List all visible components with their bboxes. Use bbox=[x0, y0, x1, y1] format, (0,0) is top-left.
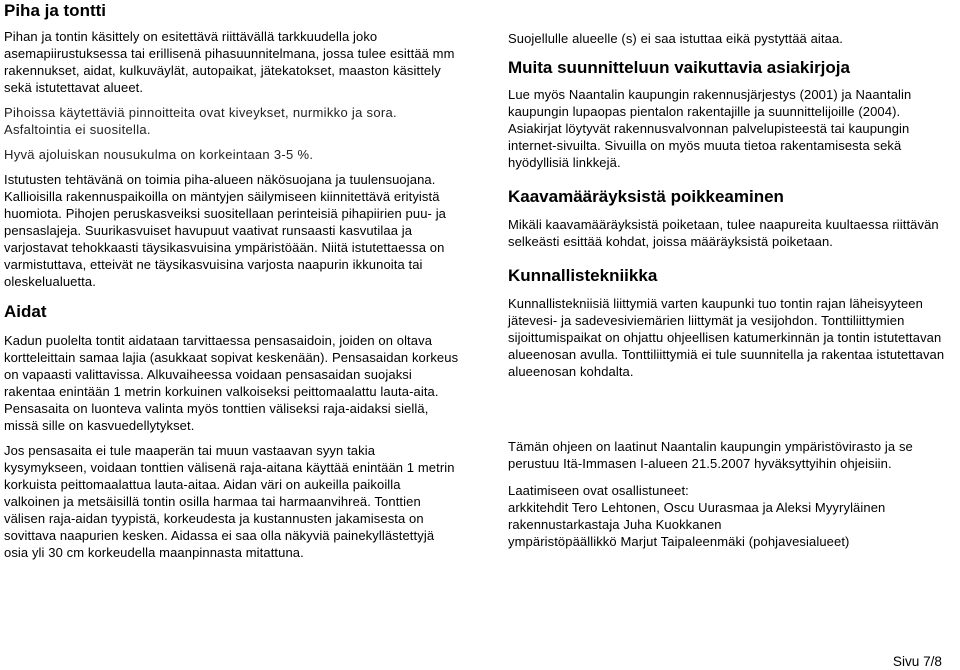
paragraph-pinnoitteet: Pihoissa käytettäviä pinnoitteita ovat kiveykset, nurmikko ja sora. Asfaltointia ei suositella. bbox=[4, 105, 397, 137]
paragraph-asiakirjat: Lue myös Naantalin kaupungin rakennusjärjestys (2001) ja Naantalin kaupungin lupaopas pientalon rakentajille ja suunnittelijoille (2004). Asiakirjat löytyvät rakennusvalvonnan palvelupisteestä tai kaupungin internet-sivuilta. Sivuilla on myös muuta tietoa rakentamisesta sekä hyödyllisiä linkkejä. bbox=[508, 87, 912, 170]
page-number: Sivu 7/8 bbox=[892, 654, 942, 669]
paragraph-istutukset: Istutusten tehtävänä on toimia piha-alueen näkösuojana ja tuulensuojana. Kallioisilla rakennuspaikoilla on mäntyjen säilymiseen kiinnitettävä erityistä huomiota. Pihojen peruskasveiksi suositellaan perinteisiä pihapiirien puu- ja pensaslajeja. Suurikasvuiset havupuut vaativat runsaasti kasvutilaa ja varjostavat tehokkaasti täysikasvuisina ympäristöään. Niitä istutettaessa on varmistuttava, etteivät ne täysikasvuisina varjosta naapurin ikkunoita tai oleskelualuetta. bbox=[4, 172, 447, 289]
paragraph-suojeltu-alue: Suojellulle alueelle (s) ei saa istuttaa eikä pystyttää aitaa. bbox=[508, 31, 843, 46]
paragraph-kunnallistekniikka: Kunnallistekniisiä liittymiä varten kaupunki tuo tontin rajan läheisyyteen jätevesi- ja sadevesiviemärien liittymät ja vesijohdon. Tonttiliittymien sijoittumispaikat on ohjattu ohjeellisen katumerkinnän ja tontin istutettavan alueenosan avulla. Tonttiliittymiä ei tule suunnitella ja rakentaa istutettavan alueenosan kohdalta. bbox=[508, 296, 945, 379]
section-title-muut-asiakirjat: Muita suunnitteluun vaikuttavia asiakirjoja bbox=[508, 58, 850, 77]
section-title-piha-ja-tontti: Piha ja tontti bbox=[4, 1, 106, 20]
left-column bbox=[4, 0, 459, 561]
paragraph-pensasaidat: Kadun puolelta tontit aidataan tarvittaessa pensasaidoin, joiden on oltava kortteleittain samaa lajia (asukkaat sopivat keskenään). Pensasaidan korkeus on vapaasti valittavissa. Alkuvaiheessa voidaan pensasaidan suojaksi rakentaa enintään 1 metrin korkuinen valkoiseksi peittomaalattu lauta-aita. Pensasaita on luonteva valinta myös tonttien väliseksi raja-aidaksi siellä, missä sille on kasvuedellytykset. bbox=[4, 333, 459, 433]
right-column bbox=[508, 30, 956, 550]
paragraph-lauta-aita: Jos pensasaita ei tule maaperän tai muun vastaavan syyn takia kysymykseen, voidaan tonttien välisenä raja-aitana käyttää enintään 1 metrin korkuista peittomaalattua lauta-aitaa. Aidan väri on aukeilla paikoilla valkoinen ja metsäisillä tontin osilla harmaa tai harmaanvihreä. Tonttien välisen raja-aidan tyypistä, korkeudesta ja kustannusten jakamisesta on sovittava naapurien kesken. Aidassa ei saa olla näkyviä painekyllästettyjä osia yli 30 cm korkeudella maanpinnasta mitattuna. bbox=[4, 443, 455, 560]
contributor-environment: ympäristöpäällikkö Marjut Taipaleenmäki (pohjavesialueet) bbox=[508, 534, 850, 549]
section-title-kunnallistekniikka: Kunnallistekniikka bbox=[508, 266, 658, 285]
contributors-heading: Laatimiseen ovat osallistuneet: bbox=[508, 483, 689, 498]
paragraph-laatija: Tämän ohjeen on laatinut Naantalin kaupungin ympäristövirasto ja se perustuu Itä-Immasen I-alueen 21.5.2007 hyväksyttyihin ohjeisiin. bbox=[508, 439, 913, 471]
section-title-kaavamaaraykset: Kaavamääräyksistä poikkeaminen bbox=[508, 187, 784, 206]
paragraph-intro: Pihan ja tontin käsittely on esitettävä riittävällä tarkkuudella joko asemapiirustuksessa tai erillisenä pihasuunnitelmana, jossa tulee esittää mm rakennukset, aidat, kulkuväylät, autopaikat, jätekatokset, maaston käsittely sekä istutettavat alueet. bbox=[4, 29, 455, 95]
contributor-inspector: rakennustarkastaja Juha Kuokkanen bbox=[508, 517, 722, 532]
section-title-aidat: Aidat bbox=[4, 302, 47, 321]
paragraph-ajoluiska: Hyvä ajoluiskan nousukulma on korkeintaan 3-5 %. bbox=[4, 147, 314, 162]
paragraph-kaavamaaraykset: Mikäli kaavamääräyksistä poiketaan, tulee naapureita kuultaessa riittävän selkeästi esittää kohdat, joissa määräyksistä poiketaan. bbox=[508, 217, 939, 249]
contributor-architects: arkkitehdit Tero Lehtonen, Oscu Uurasmaa ja Aleksi Myyryläinen bbox=[508, 500, 886, 515]
contributors-block bbox=[508, 482, 956, 550]
